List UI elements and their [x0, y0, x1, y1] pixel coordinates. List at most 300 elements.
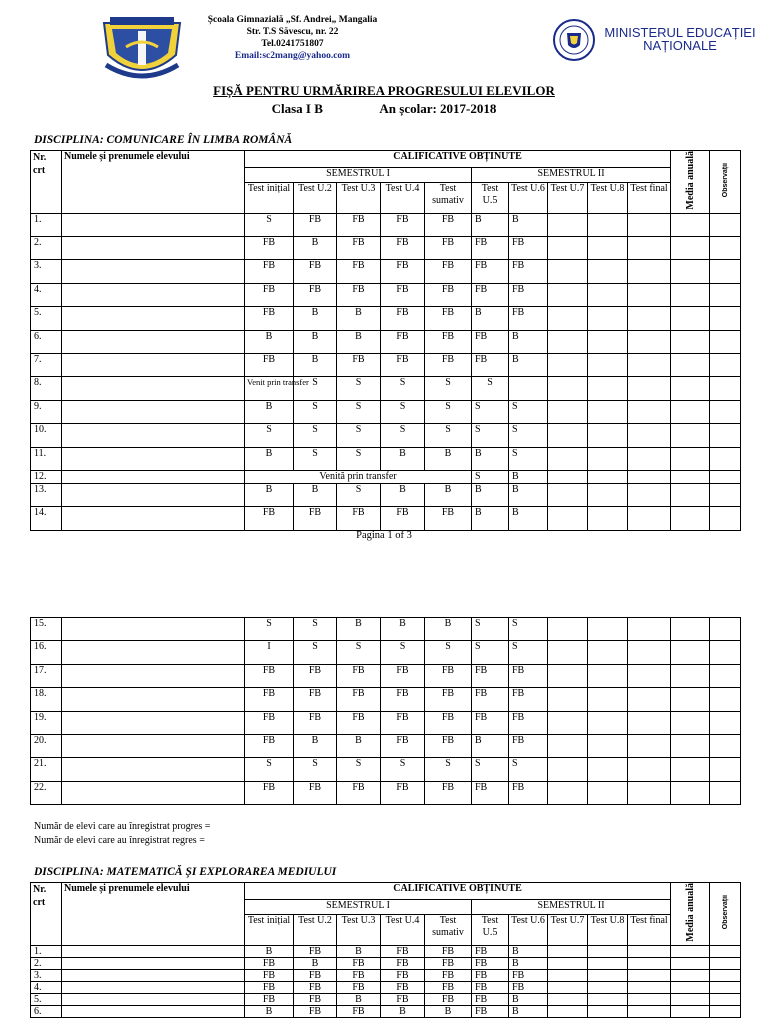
annual-average-cell[interactable]: [710, 377, 741, 400]
student-name-cell[interactable]: [62, 758, 245, 781]
grade-cell[interactable]: [548, 424, 588, 447]
student-name-cell[interactable]: [62, 688, 245, 711]
grade-cell: FB: [294, 688, 337, 711]
grade-cell: FB: [294, 945, 337, 957]
page-number: Pagina 1 of 3: [356, 530, 412, 541]
school-email: Email:sc2mang@yahoo.com: [234, 51, 351, 61]
observations-cell[interactable]: [710, 688, 741, 711]
grade-cell[interactable]: [548, 734, 588, 757]
grade-cell[interactable]: [628, 618, 671, 641]
annual-average-cell[interactable]: [671, 969, 710, 981]
grade-cell[interactable]: [588, 237, 628, 260]
observations-cell[interactable]: [710, 307, 741, 330]
grade-cell[interactable]: [548, 260, 588, 283]
observations-cell[interactable]: [710, 400, 741, 423]
grade-cell[interactable]: [628, 507, 671, 530]
grade-cell: B: [472, 213, 509, 236]
header-annual-average: Media anuală: [671, 883, 710, 946]
grade-cell: FB: [425, 688, 472, 711]
grade-cell[interactable]: [548, 353, 588, 376]
grade-cell: FB: [509, 260, 548, 283]
observations-cell[interactable]: [710, 237, 741, 260]
grade-cell: FB: [425, 969, 472, 981]
grade-cell[interactable]: [588, 734, 628, 757]
grade-cell: FB: [337, 260, 381, 283]
row-number: 2.: [31, 957, 62, 969]
grade-cell[interactable]: [548, 711, 588, 734]
grade-cell: FB: [294, 260, 337, 283]
student-name-cell[interactable]: [62, 507, 245, 530]
grade-cell: S: [472, 470, 509, 483]
observations-cell[interactable]: [710, 618, 741, 641]
grade-cell: FB: [472, 711, 509, 734]
grade-cell[interactable]: [628, 470, 671, 483]
grade-cell: FB: [294, 981, 337, 993]
school-phone: Tel.0241751807: [261, 39, 324, 49]
grade-cell: FB: [425, 330, 472, 353]
student-name-cell[interactable]: [62, 470, 245, 483]
annual-average-cell[interactable]: [671, 213, 710, 236]
grade-cell: S: [472, 377, 509, 400]
grade-cell: FB: [337, 353, 381, 376]
header-test-6: Test U.5: [472, 914, 509, 945]
annual-average-cell[interactable]: [671, 711, 710, 734]
student-name-cell[interactable]: [62, 447, 245, 470]
grade-cell: FB: [337, 213, 381, 236]
observations-cell[interactable]: [710, 734, 741, 757]
grade-cell[interactable]: [628, 283, 671, 306]
grade-cell: FB: [294, 283, 337, 306]
grade-cell[interactable]: [548, 470, 588, 483]
grade-cell: FB: [245, 969, 294, 981]
grade-cell[interactable]: [548, 283, 588, 306]
table-row: [31, 377, 741, 400]
grade-cell: FB: [381, 688, 425, 711]
table-row: [31, 260, 741, 283]
grade-cell[interactable]: [628, 781, 671, 804]
grade-cell[interactable]: [588, 957, 628, 969]
school-name: Școala Gimnazială „Sf. Andrei„ Mangalia: [207, 15, 378, 25]
observations-cell[interactable]: [710, 507, 741, 530]
grade-cell[interactable]: [548, 981, 588, 993]
grade-cell[interactable]: [628, 447, 671, 470]
discipline-title-1: DISCIPLINA: COMUNICARE ÎN LIMBA ROMÂNĂ: [34, 134, 293, 146]
annual-average-cell[interactable]: [671, 758, 710, 781]
annual-average-cell[interactable]: [671, 507, 710, 530]
grade-cell[interactable]: [548, 957, 588, 969]
grade-cell: S: [425, 377, 472, 400]
annual-average-cell[interactable]: [671, 618, 710, 641]
observations-cell[interactable]: [710, 283, 741, 306]
grade-cell[interactable]: [628, 969, 671, 981]
annual-average-cell[interactable]: [671, 424, 710, 447]
row-number: 1.: [31, 945, 62, 957]
grade-cell: FB: [337, 688, 381, 711]
grade-cell: FB: [472, 237, 509, 260]
observations-cell[interactable]: [710, 447, 741, 470]
observations-cell[interactable]: [710, 483, 741, 506]
grade-cell[interactable]: [628, 945, 671, 957]
annual-average-cell[interactable]: [671, 307, 710, 330]
annual-average-cell[interactable]: [671, 353, 710, 376]
grade-cell[interactable]: [628, 400, 671, 423]
annual-average-cell[interactable]: [671, 1005, 710, 1017]
student-name-cell[interactable]: [62, 400, 245, 423]
grade-cell[interactable]: [588, 664, 628, 687]
grade-cell[interactable]: [671, 377, 710, 400]
grade-cell[interactable]: [548, 507, 588, 530]
grade-cell[interactable]: [628, 688, 671, 711]
annual-average-cell[interactable]: [671, 330, 710, 353]
grade-cell[interactable]: [628, 641, 671, 664]
grade-cell[interactable]: [628, 734, 671, 757]
grade-cell: FB: [472, 688, 509, 711]
grade-cell[interactable]: [628, 213, 671, 236]
grade-cell: FB: [472, 1005, 509, 1017]
school-street: Str. T.S Săvescu, nr. 22: [246, 27, 339, 37]
grade-cell[interactable]: [548, 993, 588, 1005]
observations-cell[interactable]: [710, 213, 741, 236]
student-name-cell[interactable]: [62, 307, 245, 330]
observations-cell[interactable]: [710, 945, 741, 957]
header-test-9: Test U.8: [588, 182, 628, 213]
student-name-cell[interactable]: [62, 424, 245, 447]
annual-average-cell[interactable]: [671, 237, 710, 260]
grade-cell: FB: [294, 969, 337, 981]
student-name-cell[interactable]: [62, 353, 245, 376]
grade-cell[interactable]: [548, 688, 588, 711]
grade-cell[interactable]: [548, 758, 588, 781]
header-grades-obtained: CALIFICATIVE OBȚINUTE: [245, 151, 671, 168]
grade-cell: FB: [245, 734, 294, 757]
grades-body-page1: [31, 213, 741, 530]
grade-cell[interactable]: [588, 618, 628, 641]
grade-cell: FB: [472, 993, 509, 1005]
row-number: 5.: [31, 307, 62, 330]
grade-cell: FB: [337, 664, 381, 687]
grade-cell: S: [337, 400, 381, 423]
grade-cell: FB: [294, 213, 337, 236]
grade-cell[interactable]: [588, 330, 628, 353]
grade-cell: FB: [245, 260, 294, 283]
grade-cell: S: [337, 377, 381, 400]
student-name-cell[interactable]: [62, 957, 245, 969]
grade-cell: S: [381, 758, 425, 781]
grade-cell: FB: [381, 237, 425, 260]
grade-cell[interactable]: [588, 213, 628, 236]
grade-cell: B: [294, 307, 337, 330]
grade-cell[interactable]: [548, 664, 588, 687]
grade-cell[interactable]: [628, 711, 671, 734]
grade-cell: B: [294, 957, 337, 969]
grade-cell[interactable]: [628, 353, 671, 376]
grade-cell: FB: [337, 781, 381, 804]
student-name-cell[interactable]: [62, 969, 245, 981]
student-name-cell[interactable]: [62, 734, 245, 757]
grade-cell[interactable]: [628, 307, 671, 330]
school-year: An școlar: 2017-2018: [379, 101, 497, 116]
grade-cell: B: [509, 470, 548, 483]
student-name-cell[interactable]: [62, 945, 245, 957]
annual-average-cell[interactable]: [671, 957, 710, 969]
grade-cell[interactable]: [588, 641, 628, 664]
table-row: [31, 237, 741, 260]
grade-cell: FB: [245, 957, 294, 969]
grade-cell[interactable]: [548, 618, 588, 641]
grade-cell: FB: [381, 993, 425, 1005]
grade-cell[interactable]: [548, 641, 588, 664]
annual-average-cell[interactable]: [671, 664, 710, 687]
student-name-cell[interactable]: [62, 993, 245, 1005]
observations-cell[interactable]: [710, 260, 741, 283]
header-test-3: Test U.3: [337, 914, 381, 945]
observations-cell[interactable]: [710, 470, 741, 483]
grade-cell[interactable]: [548, 969, 588, 981]
annual-average-cell[interactable]: [671, 400, 710, 423]
table-row: [31, 400, 741, 423]
grade-cell[interactable]: [548, 307, 588, 330]
annual-average-cell[interactable]: [671, 447, 710, 470]
observations-cell[interactable]: [710, 993, 741, 1005]
annual-average-cell[interactable]: [671, 283, 710, 306]
grade-cell: FB: [381, 307, 425, 330]
grade-cell: FB: [294, 1005, 337, 1017]
grade-cell: S: [294, 447, 337, 470]
table-row: [31, 758, 741, 781]
grade-cell[interactable]: [628, 1005, 671, 1017]
grade-cell[interactable]: [548, 1005, 588, 1017]
grade-cell: B: [509, 353, 548, 376]
student-name-cell[interactable]: [62, 641, 245, 664]
grade-cell[interactable]: [628, 377, 671, 400]
grade-cell[interactable]: [588, 758, 628, 781]
grade-cell: FB: [472, 330, 509, 353]
grade-cell: FB: [381, 711, 425, 734]
student-name-cell[interactable]: [62, 664, 245, 687]
header-semester-1: SEMESTRUL I: [245, 899, 472, 914]
grade-cell[interactable]: [548, 781, 588, 804]
grade-cell[interactable]: [588, 260, 628, 283]
grade-cell[interactable]: [548, 483, 588, 506]
student-name-cell[interactable]: [62, 330, 245, 353]
table-row: [31, 424, 741, 447]
student-name-cell[interactable]: [62, 283, 245, 306]
annual-average-cell[interactable]: [671, 641, 710, 664]
observations-cell[interactable]: [710, 969, 741, 981]
header-test-7: Test U.6: [509, 914, 548, 945]
observations-cell[interactable]: [710, 664, 741, 687]
grades-body-page2: [31, 618, 741, 805]
annual-average-cell[interactable]: [671, 993, 710, 1005]
row-number: 2.: [31, 237, 62, 260]
row-number: 22.: [31, 781, 62, 804]
annual-average-cell[interactable]: [671, 470, 710, 483]
table-row: [31, 957, 741, 969]
grade-cell: FB: [245, 981, 294, 993]
grade-cell[interactable]: [628, 957, 671, 969]
grade-cell: B: [381, 447, 425, 470]
observations-cell[interactable]: [710, 1005, 741, 1017]
observations-cell[interactable]: [710, 981, 741, 993]
grade-cell: FB: [381, 969, 425, 981]
header-nr-crt: Nr. crt: [31, 151, 62, 214]
annual-average-cell[interactable]: [671, 781, 710, 804]
annual-average-cell[interactable]: [671, 945, 710, 957]
grade-cell[interactable]: [628, 483, 671, 506]
grade-cell[interactable]: [548, 447, 588, 470]
student-name-cell[interactable]: [62, 781, 245, 804]
row-number: 3.: [31, 260, 62, 283]
grade-cell: FB: [381, 283, 425, 306]
grade-cell: B: [245, 447, 294, 470]
grade-cell[interactable]: [588, 981, 628, 993]
grade-cell: FB: [472, 664, 509, 687]
school-address-block: [195, 14, 390, 62]
observations-cell[interactable]: [710, 353, 741, 376]
grade-cell: S: [294, 424, 337, 447]
grade-cell[interactable]: [509, 377, 548, 400]
grades-table-romana-page1: [30, 150, 741, 531]
observations-cell[interactable]: [710, 330, 741, 353]
grade-cell: S: [245, 618, 294, 641]
grade-cell: FB: [472, 260, 509, 283]
grade-cell[interactable]: [588, 447, 628, 470]
annual-average-cell[interactable]: [671, 483, 710, 506]
header-semester-2: SEMESTRUL II: [472, 167, 671, 182]
grade-cell[interactable]: [548, 377, 588, 400]
grade-cell: B: [337, 945, 381, 957]
grade-cell: FB: [381, 353, 425, 376]
grade-cell: S: [245, 213, 294, 236]
header-observations: Observații: [710, 151, 741, 214]
grade-cell: FB: [509, 688, 548, 711]
grade-cell[interactable]: [628, 260, 671, 283]
header-semester-1: SEMESTRUL I: [245, 167, 472, 182]
grade-cell: S: [381, 424, 425, 447]
grade-cell[interactable]: [588, 483, 628, 506]
grade-cell[interactable]: [588, 377, 628, 400]
grade-cell[interactable]: [548, 330, 588, 353]
grade-cell[interactable]: [588, 969, 628, 981]
annual-average-cell[interactable]: [671, 688, 710, 711]
grade-cell: FB: [472, 945, 509, 957]
grade-cell[interactable]: [588, 400, 628, 423]
header-test-8: Test U.7: [548, 914, 588, 945]
grade-cell[interactable]: [588, 1005, 628, 1017]
row-number: 18.: [31, 688, 62, 711]
row-number: 6.: [31, 1005, 62, 1017]
grade-cell[interactable]: [628, 993, 671, 1005]
table-row: [31, 641, 741, 664]
grade-cell: S: [425, 400, 472, 423]
observations-cell[interactable]: [710, 781, 741, 804]
class-year-line: [0, 101, 768, 117]
grade-cell[interactable]: [628, 424, 671, 447]
grade-cell: B: [381, 618, 425, 641]
student-name-cell[interactable]: [62, 483, 245, 506]
grade-cell: B: [472, 734, 509, 757]
grade-cell: FB: [472, 981, 509, 993]
header-test-2: Test U.2: [294, 182, 337, 213]
grade-cell: FB: [245, 307, 294, 330]
grade-cell[interactable]: [588, 711, 628, 734]
grade-cell: B: [245, 483, 294, 506]
grade-cell[interactable]: [588, 781, 628, 804]
grade-cell: FB: [245, 781, 294, 804]
grade-cell: FB: [509, 307, 548, 330]
student-name-cell[interactable]: [62, 618, 245, 641]
grade-cell[interactable]: [628, 237, 671, 260]
row-number: 7.: [31, 353, 62, 376]
grade-cell: FB: [337, 1005, 381, 1017]
student-name-cell[interactable]: [62, 711, 245, 734]
grade-cell: B: [425, 483, 472, 506]
table-row: [31, 618, 741, 641]
grade-cell: S: [381, 377, 425, 400]
grade-cell[interactable]: [628, 758, 671, 781]
grade-cell: S: [509, 758, 548, 781]
grade-cell[interactable]: [588, 688, 628, 711]
grade-cell[interactable]: [588, 353, 628, 376]
student-name-cell[interactable]: [62, 1005, 245, 1017]
grade-cell[interactable]: [548, 213, 588, 236]
grade-cell[interactable]: [548, 237, 588, 260]
observations-cell[interactable]: [710, 641, 741, 664]
grade-cell: S: [381, 641, 425, 664]
grade-cell: FB: [472, 969, 509, 981]
grade-cell: FB: [509, 237, 548, 260]
row-number: 8.: [31, 377, 62, 400]
annual-average-cell[interactable]: [671, 981, 710, 993]
observations-cell[interactable]: [710, 711, 741, 734]
grade-cell[interactable]: [548, 400, 588, 423]
observations-cell[interactable]: [710, 424, 741, 447]
grade-cell[interactable]: [588, 993, 628, 1005]
grade-cell[interactable]: [588, 470, 628, 483]
grade-cell[interactable]: [588, 424, 628, 447]
grade-cell: S: [425, 758, 472, 781]
table-row: [31, 470, 741, 483]
student-name-cell[interactable]: [62, 237, 245, 260]
grade-cell: FB: [337, 981, 381, 993]
grade-cell[interactable]: [588, 307, 628, 330]
student-name-cell[interactable]: [62, 260, 245, 283]
annual-average-cell[interactable]: [671, 734, 710, 757]
student-name-cell[interactable]: [62, 377, 245, 400]
grade-cell: FB: [381, 260, 425, 283]
row-number: 17.: [31, 664, 62, 687]
grade-cell: B: [337, 330, 381, 353]
grade-cell: B: [337, 307, 381, 330]
row-number: 6.: [31, 330, 62, 353]
grade-cell[interactable]: [628, 330, 671, 353]
grade-cell: S: [472, 641, 509, 664]
grade-cell: S: [245, 758, 294, 781]
observations-cell[interactable]: [710, 758, 741, 781]
grade-cell[interactable]: [588, 945, 628, 957]
student-name-cell[interactable]: [62, 213, 245, 236]
grade-cell[interactable]: [588, 283, 628, 306]
student-name-cell[interactable]: [62, 981, 245, 993]
annual-average-cell[interactable]: [671, 260, 710, 283]
grade-cell[interactable]: [628, 664, 671, 687]
observations-cell[interactable]: [710, 957, 741, 969]
grade-cell[interactable]: [588, 507, 628, 530]
grade-cell[interactable]: [548, 945, 588, 957]
grade-cell: FB: [425, 307, 472, 330]
table-row: [31, 307, 741, 330]
grade-cell[interactable]: [628, 981, 671, 993]
